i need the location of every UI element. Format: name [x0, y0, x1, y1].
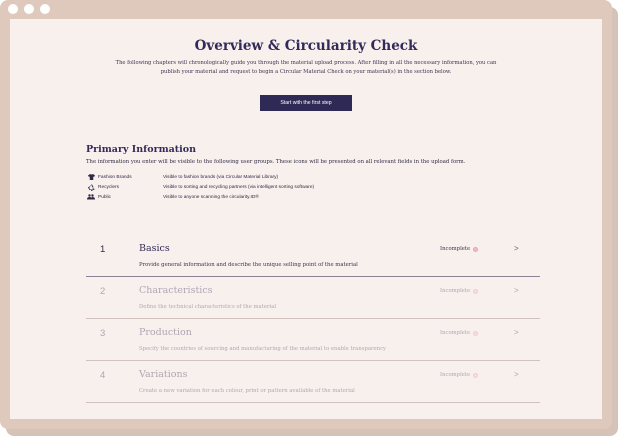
chapter-characteristics[interactable] — [86, 277, 540, 319]
status-label: Incomplete — [440, 330, 471, 336]
status-badge — [440, 330, 478, 336]
chevron-right-icon[interactable]: > — [514, 370, 519, 379]
chapter-description: Specify the countries of sourcing and manufacturing of the material to enable transparency — [139, 346, 387, 352]
user-group-visibility: Visible to fashion brands (via Circular Material Library) — [163, 174, 279, 180]
chevron-right-icon[interactable]: > — [514, 328, 519, 337]
user-group-name: Recyclers — [98, 184, 120, 190]
status-label: Incomplete — [440, 246, 471, 252]
chapter-description: Create a new variation for each colour, print or pattern available of the material — [139, 388, 355, 394]
chevron-right-icon[interactable]: > — [514, 286, 519, 295]
status-dot-icon — [473, 331, 478, 336]
user-group-visibility: Visible to sorting and recycling partners (via intelligent sorting software) — [163, 184, 315, 190]
user-group-name: Public — [98, 194, 112, 200]
start-first-step-button[interactable]: Start with the first step — [260, 95, 352, 111]
status-dot-icon — [473, 247, 478, 252]
primary-info-description: The information you enter will be visible to the following user groups. These icons will be presented on all relevant fields in the upload form. — [86, 159, 466, 165]
chevron-right-icon[interactable]: > — [514, 244, 519, 253]
chapter-number: 4 — [100, 370, 106, 381]
status-badge — [440, 288, 478, 294]
close-window-icon[interactable] — [8, 4, 18, 14]
chapter-number: 1 — [100, 244, 106, 255]
window-controls — [8, 4, 50, 14]
primary-info-title: Primary Information — [86, 144, 197, 155]
user-group-visibility: Visible to anyone scanning the circularity.ID® — [163, 194, 259, 200]
status-badge — [440, 372, 478, 378]
chapter-list — [86, 235, 540, 403]
chapter-variations[interactable] — [86, 361, 540, 403]
user-group-name: Fashion Brands — [98, 174, 132, 180]
chapter-description: Define the technical characteristics of the material — [139, 304, 277, 310]
user-group-recyclers — [86, 182, 314, 192]
overview-title: Overview & Circularity Check — [194, 38, 418, 54]
chapter-title: Characteristics — [139, 285, 213, 296]
status-badge — [440, 246, 478, 252]
chapter-production[interactable] — [86, 319, 540, 361]
chapter-title: Basics — [139, 243, 170, 254]
shirt-icon — [86, 174, 96, 180]
user-groups-list — [86, 172, 314, 202]
status-label: Incomplete — [440, 288, 471, 294]
chapter-number: 2 — [100, 286, 106, 297]
chapter-number: 3 — [100, 328, 106, 339]
overview-description: The following chapters will chronologically guide you through the material upload process. After filling in all the necessary information, you can publish your material and request to begin a Circular Material Check on your material(s) in the section below. — [115, 60, 497, 75]
chapter-description: Provide general information and describe the unique selling point of the material — [139, 262, 358, 268]
chapter-title: Production — [139, 327, 192, 338]
user-group-fashion-brands — [86, 172, 314, 182]
people-icon — [86, 194, 96, 200]
status-dot-icon — [473, 289, 478, 294]
user-group-public — [86, 192, 314, 202]
chapter-title: Variations — [139, 369, 188, 380]
minimize-window-icon[interactable] — [24, 4, 34, 14]
status-label: Incomplete — [440, 372, 471, 378]
recycle-icon — [86, 184, 96, 191]
status-dot-icon — [473, 373, 478, 378]
chapter-basics[interactable] — [86, 235, 540, 277]
maximize-window-icon[interactable] — [40, 4, 50, 14]
